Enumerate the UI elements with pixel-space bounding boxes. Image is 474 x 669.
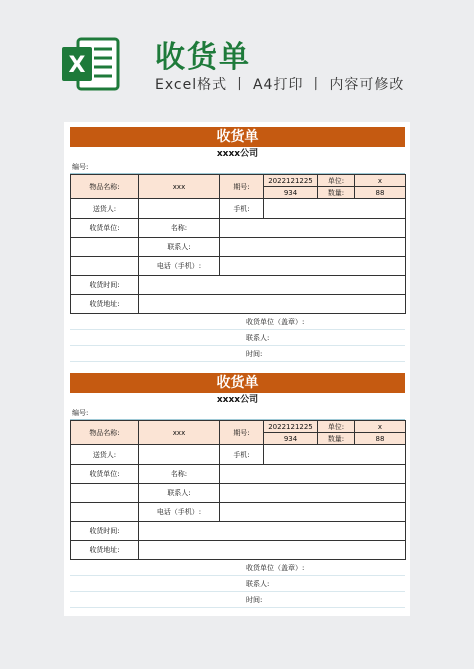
qty-label: 数量:	[318, 433, 355, 445]
page-subtitle: Excel格式 丨 A4打印 丨 内容可修改	[155, 77, 405, 93]
qty-value[interactable]: 88	[355, 187, 406, 199]
excel-icon	[60, 33, 122, 95]
period-value-1[interactable]: 2022121225	[264, 421, 318, 433]
period-value-2[interactable]: 934	[264, 187, 318, 199]
receiver-unit-label: 收货单位:	[71, 219, 139, 238]
name-label: 名称:	[139, 219, 220, 238]
period-value-2[interactable]: 934	[264, 433, 318, 445]
signature-block	[70, 314, 405, 362]
mobile-label: 手机:	[220, 445, 264, 465]
svg-text:X: X	[68, 53, 86, 78]
contact-label: 联系人:	[139, 484, 220, 503]
receipt-form-2	[70, 373, 405, 608]
phone-value[interactable]	[220, 503, 406, 522]
number-label: 编号:	[70, 407, 405, 420]
stamp-label: 收货单位（盖章）:	[246, 564, 305, 572]
phone-value[interactable]	[220, 257, 406, 276]
blank-cell[interactable]	[71, 257, 139, 276]
blank-cell[interactable]	[71, 484, 139, 503]
receipt-table	[70, 174, 406, 314]
receive-addr-value[interactable]	[139, 541, 406, 560]
unit-value[interactable]: x	[355, 175, 406, 187]
receive-addr-value[interactable]	[139, 295, 406, 314]
time-label: 时间:	[246, 350, 263, 358]
form-banner: 收货单	[70, 373, 405, 393]
contact-label: 联系人:	[139, 238, 220, 257]
contact-value[interactable]	[220, 238, 406, 257]
receive-time-value[interactable]	[139, 276, 406, 295]
sig-contact-label: 联系人:	[246, 334, 270, 342]
product-label: 物品名称:	[71, 421, 139, 445]
unit-value[interactable]: x	[355, 421, 406, 433]
blank-cell[interactable]	[71, 503, 139, 522]
page-title: 收货单	[155, 40, 251, 75]
receive-time-label: 收货时间:	[71, 522, 139, 541]
company-name: xxxx公司	[216, 149, 259, 159]
period-value-1[interactable]: 2022121225	[264, 175, 318, 187]
receive-time-label: 收货时间:	[71, 276, 139, 295]
name-label: 名称:	[139, 465, 220, 484]
phone-label: 电话（手机）:	[139, 257, 220, 276]
name-value[interactable]	[220, 465, 406, 484]
unit-label: 单位:	[318, 421, 355, 433]
receipt-form-1	[70, 127, 405, 362]
contact-value[interactable]	[220, 484, 406, 503]
receiver-unit-label: 收货单位:	[71, 465, 139, 484]
period-label: 期号:	[220, 175, 264, 199]
mobile-label: 手机:	[220, 199, 264, 219]
qty-label: 数量:	[318, 187, 355, 199]
period-label: 期号:	[220, 421, 264, 445]
phone-label: 电话（手机）:	[139, 503, 220, 522]
blank-cell[interactable]	[71, 238, 139, 257]
receive-time-value[interactable]	[139, 522, 406, 541]
number-label: 编号:	[70, 161, 405, 174]
sender-value[interactable]	[139, 199, 220, 219]
spreadsheet-sheet	[64, 122, 410, 616]
time-label: 时间:	[246, 596, 263, 604]
product-value[interactable]: xxx	[139, 175, 220, 199]
sender-value[interactable]	[139, 445, 220, 465]
name-value[interactable]	[220, 219, 406, 238]
page-header	[0, 0, 474, 112]
receipt-table	[70, 420, 406, 560]
company-name: xxxx公司	[216, 395, 259, 405]
unit-label: 单位:	[318, 175, 355, 187]
sig-contact-label: 联系人:	[246, 580, 270, 588]
receive-addr-label: 收货地址:	[71, 295, 139, 314]
qty-value[interactable]: 88	[355, 433, 406, 445]
product-label: 物品名称:	[71, 175, 139, 199]
sender-label: 送货人:	[71, 445, 139, 465]
signature-block	[70, 560, 405, 608]
stamp-label: 收货单位（盖章）:	[246, 318, 305, 326]
mobile-value[interactable]	[264, 199, 406, 219]
sender-label: 送货人:	[71, 199, 139, 219]
receive-addr-label: 收货地址:	[71, 541, 139, 560]
form-banner: 收货单	[70, 127, 405, 147]
mobile-value[interactable]	[264, 445, 406, 465]
product-value[interactable]: xxx	[139, 421, 220, 445]
